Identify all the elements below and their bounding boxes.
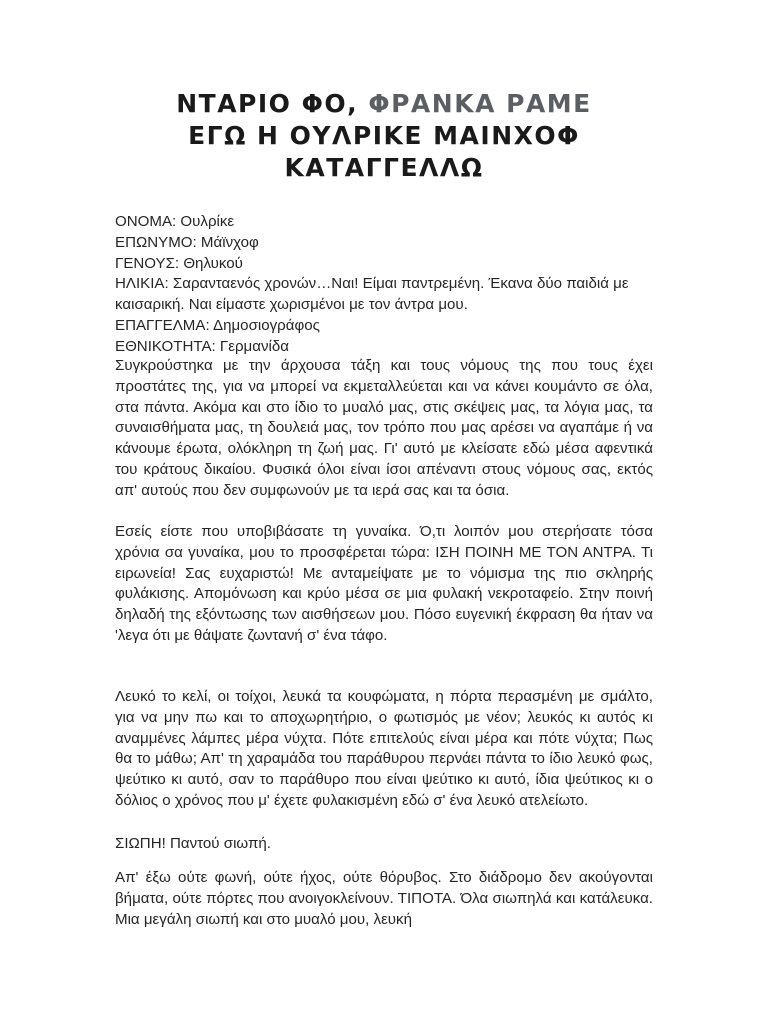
paragraph-text: Απ' έξω ούτε φωνή, ούτε ήχος, ούτε θόρυβος. Στο διάδρομο δεν ακούγονται βήματα, ούτε πόρτες που ανοιγοκλείνουν. ΤΙΠΟΤΑ. Όλα σιωπηλά και κατάλευκα. Μια μεγάλη σιωπή και στο μυαλό μου, λευκή xyxy=(115,869,653,928)
paragraph-text: Λευκό το κελί, οι τοίχοι, λευκά τα κουφώματα, η πόρτα περασμένη με σμάλτο, για να μην πω και το αποχωρητήριο, ο φωτισμός με νέον; λευκός κι αυτός κι αναμμένες λάμπες μέρα νύχτα. Πότε επιτελούς είναι μέρα και πότε νύχτα; Πως θα το μάθω; Απ' τη χαραμάδα του παράθυρου περνάει πάντα το ίδιο λευκό φως, ψεύτικο κι αυτό, σαν το παράθυρο που είναι ψεύτικο κι αυτό, ίδια ψεύτικος κι ο δόλιος ο χρόνος που μ' έχετε φυλακισμένη εδώ σ' ένα λευκό ατελείωτο. xyxy=(115,688,653,809)
info-surname: ΕΠΩΝΥΜΟ: Μάϊνχοφ xyxy=(115,233,259,251)
info-name: ΟΝΟΜΑ: Ουλρίκε xyxy=(115,213,235,230)
paragraph-4 xyxy=(115,834,653,855)
title-line-3: ΚΑΤΑΓΓΕΛΛΩ xyxy=(284,153,484,182)
info-nationality: ΕΘΝΙΚΟΤΗΤΑ: Γερμανίδα xyxy=(115,337,289,355)
paragraph-2 xyxy=(115,522,653,647)
info-age: ΗΛΙΚΙΑ: Σαρανταενός χρονών…Ναι! Είμαι παντρεμένη. Έκανα δύο παιδιά με καισαρική. Ναι είμαστε χωρισμένοι με τον άντρα μου. xyxy=(115,275,629,314)
personal-info-list xyxy=(115,212,653,358)
document-title xyxy=(0,88,768,184)
title-author-2: ΦΡΑΝΚΑ ΡΑΜΕ xyxy=(368,89,592,118)
paragraph-1 xyxy=(115,356,653,502)
paragraph-3 xyxy=(115,687,653,812)
paragraph-text: ΣΙΩΠΗ! Παντού σιωπή. xyxy=(115,835,272,852)
title-author-1: ΝΤΑΡΙΟ ΦΟ, xyxy=(176,89,369,118)
title-line-2: ΕΓΩ Η ΟΥΛΡΙΚΕ ΜΑΙΝΧΟΦ xyxy=(188,121,580,150)
title-line-authors xyxy=(0,88,768,120)
info-profession: ΕΠΑΓΓΕΛΜΑ: Δημοσιογράφος xyxy=(115,316,320,334)
info-gender: ΓΕΝΟΥΣ: Θηλυκού xyxy=(115,254,243,272)
paragraph-text: Εσείς είστε που υποβιβάσατε τη γυναίκα. Ό,τι λοιπόν μου στερήσατε τόσα χρόνια σα γυναίκα, μου το προσφέρεται τώρα: ΙΣΗ ΠΟΙΝΗ ΜΕ ΤΟΝ ΑΝΤΡΑ. Τι ειρωνεία! Σας ευχαριστώ! Με ανταμείψατε με το νόμισμα της πιο σκληρής φυλάκισης. Απομόνωση και κρύο μέσα σε μια φυλακή νεκροταφείο. Στην ποινή δηλαδή της εξόντωσης των αισθήσεων μου. Πόσο ευγενική έκφραση θα ήταν να 'λεγα ότι με θάψατε ζωντανή σ' ένα τάφο. xyxy=(115,523,653,644)
paragraph-5 xyxy=(115,868,653,930)
paragraph-text: Συγκρούστηκα με την άρχουσα τάξη και τους νόμους της που τους έχει προστάτες της, για να μπορεί να εκμεταλλεύεται και να κάνει κουμάντο σε όλα, στα πάντα. Ακόμα και στο ίδιο το μυαλό μας, στις σκέψεις μας, τα λόγια μας, τα συναισθήματα μας, τη δουλειά μας, τον τρόπο που μας αρέσει να αγαπάμε ή να κάνουμε έρωτα, ολόκληρη τη ζωή μας. Γι' αυτό με κλείσατε εδώ μέσα αφεντικά του κράτους δικαίου. Φυσικά όλοι είναι ίσοι απέναντι στους νόμους σας, εκτός απ' αυτούς που δεν συμφωνούν με τα ιερά σας και τα όσια. xyxy=(115,357,653,499)
